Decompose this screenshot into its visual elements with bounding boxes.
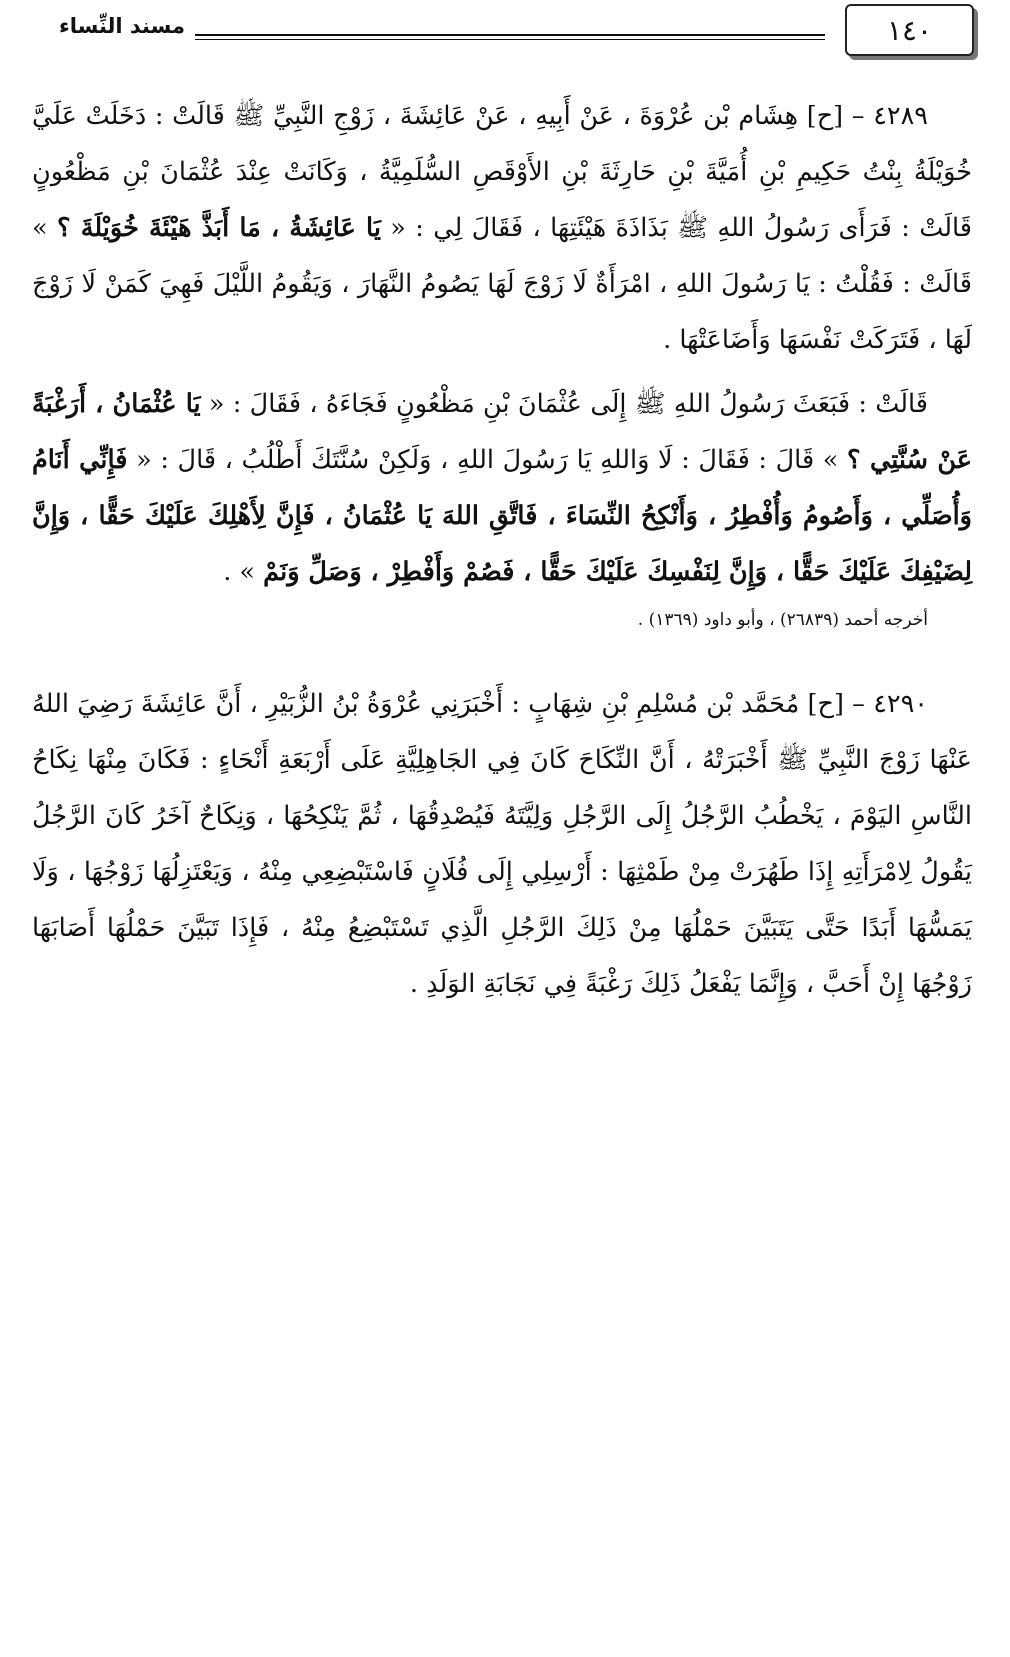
- hadith-4289-source: أخرجه أحمد (٢٦٨٣٩) ، وأبو داود (١٣٦٩) .: [637, 610, 928, 630]
- hadith-4289-p2-b: » قَالَ : فَقَالَ : لَا وَاللهِ يَا رَسُولَ اللهِ ، وَلَكِنْ سُنَّتَكَ أَطْلُبُ ، قَالَ : «: [127, 445, 848, 475]
- hadith-4289-p2-c: » .: [223, 557, 264, 587]
- hadith-4289-rest: » قَالَتْ : فَقُلْتُ : يَا رَسُولَ اللهِ ، امْرَأَةٌ لَا زَوْجَ لَهَا يَصُومُ النَّهَارَ ، وَيَقُومُ اللَّيْلَ فَهِيَ كَمَنْ لَا زَوْجَ لَهَا ، فَتَرَكَتْ نَفْسَهَا وَأَضَاعَتْهَا .: [32, 213, 972, 355]
- hadith-4289-quote-2: يَا عُثْمَانُ ، أَرَغْبَةً عَنْ سُنَّتِي ؟: [32, 389, 972, 475]
- hadith-4289-quote-1: يَا عَائِشَةُ ، مَا أَبَذَّ هَيْئَةَ خُوَيْلَةَ ؟: [57, 213, 381, 243]
- page-number: ١٤٠: [845, 4, 974, 56]
- hadith-4290-paragraph: ٤٢٩٠ – [ح] مُحَمَّد بْن مُسْلِمِ بْنِ شِهَابٍ : أَخْبَرَنِي عُرْوَةُ بْنُ الزُّبَيْرِ ، أَنَّ عَائِشَةَ رَضِيَ اللهُ عَنْهَا زَوْجَ النَّبِيِّ ﷺ أَخْبَرَتْهُ ، أَنَّ النِّكَاحَ كَانَ فِي الجَاهِلِيَّةِ عَلَى أَرْبَعَةِ أَنْحَاءٍ : فَكَانَ مِنْهَا نِكَاحُ النَّاسِ اليَوْمَ ، يَخْطُبُ الرَّجُلُ إِلَى الرَّجُلِ وَلِيَّتَهُ فَيُصْدِقُهَا ، ثُمَّ يَنْكِحُهَا ، وَنِكَاحٌ آخَرُ كَانَ الرَّجُلُ يَقُولُ لِامْرَأَتِهِ إِذَا طَهُرَتْ مِنْ طَمْثِهَا : أَرْسِلِي إِلَى فُلَانٍ فَاسْتَبْضِعِي مِنْهُ ، وَيَعْتَزِلُهَا زَوْجُهَا ، وَلَا يَمَسُّهَا أَبَدًا حَتَّى يَتَبَيَّنَ حَمْلُهَا مِنْ ذَلِكَ الرَّجُلِ الَّذِي تَسْتَبْضِعُ مِنْهُ ، فَإِذَا تَبَيَّنَ حَمْلُهَا أَصَابَهَا زَوْجُهَا إِنْ أَحَبَّ ، وَإِنَّمَا يَفْعَلُ ذَلِكَ رَغْبَةً فِي نَجَابَةِ الوَلَدِ .: [32, 689, 972, 999]
- page-content: [32, 88, 972, 1012]
- book-title: مسند النِّساء: [58, 14, 185, 38]
- hadith-4289-paragraph-2: [32, 376, 972, 600]
- hadith-4289-intro: ٤٢٨٩ – [ح] هِشَام بْن عُرْوَةَ ، عَنْ أَبِيهِ ، عَنْ عَائِشَةَ ، زَوْجِ النَّبِيِّ ﷺ قَالَتْ : دَخَلَتْ عَلَيَّ خُوَيْلَةُ بِنْتُ حَكِيمِ بْنِ أُمَيَّةَ بْنِ حَارِثَةَ بْنِ الأَوْقَصِ السُّلَمِيَّةُ ، وَكَانَتْ عِنْدَ عُثْمَانَ بْنِ مَظْعُونٍ قَالَتْ : فَرَأَى رَسُولُ اللهِ ﷺ بَذَاذَةَ هَيْئَتِهَا ، فَقَالَ لِي : «: [32, 101, 972, 243]
- hadith-4289-quote-3: فَإِنِّي أَنَامُ وَأُصَلِّي ، وَأَصُومُ وَأُفْطِرُ ، وَأَنْكِحُ النِّسَاءَ ، فَاتَّقِ اللهَ يَا عُثْمَانُ ، فَإِنَّ لِأَهْلِكَ عَلَيْكَ حَقًّا ، وَإِنَّ لِضَيْفِكَ عَلَيْكَ حَقًّا ، وَإِنَّ لِنَفْسِكَ عَلَيْكَ حَقًّا ، فَصُمْ وَأَفْطِرْ ، وَصَلِّ وَنَمْ: [32, 445, 972, 587]
- hadith-4289-p2-a: قَالَتْ : فَبَعَثَ رَسُولُ اللهِ ﷺ إِلَى عُثْمَانَ بْنِ مَظْعُونٍ فَجَاءَهُ ، فَقَالَ : «: [200, 389, 928, 419]
- hadith-4289-paragraph-1: [32, 88, 972, 368]
- page-header: [0, 0, 1010, 62]
- header-rule: [195, 34, 825, 36]
